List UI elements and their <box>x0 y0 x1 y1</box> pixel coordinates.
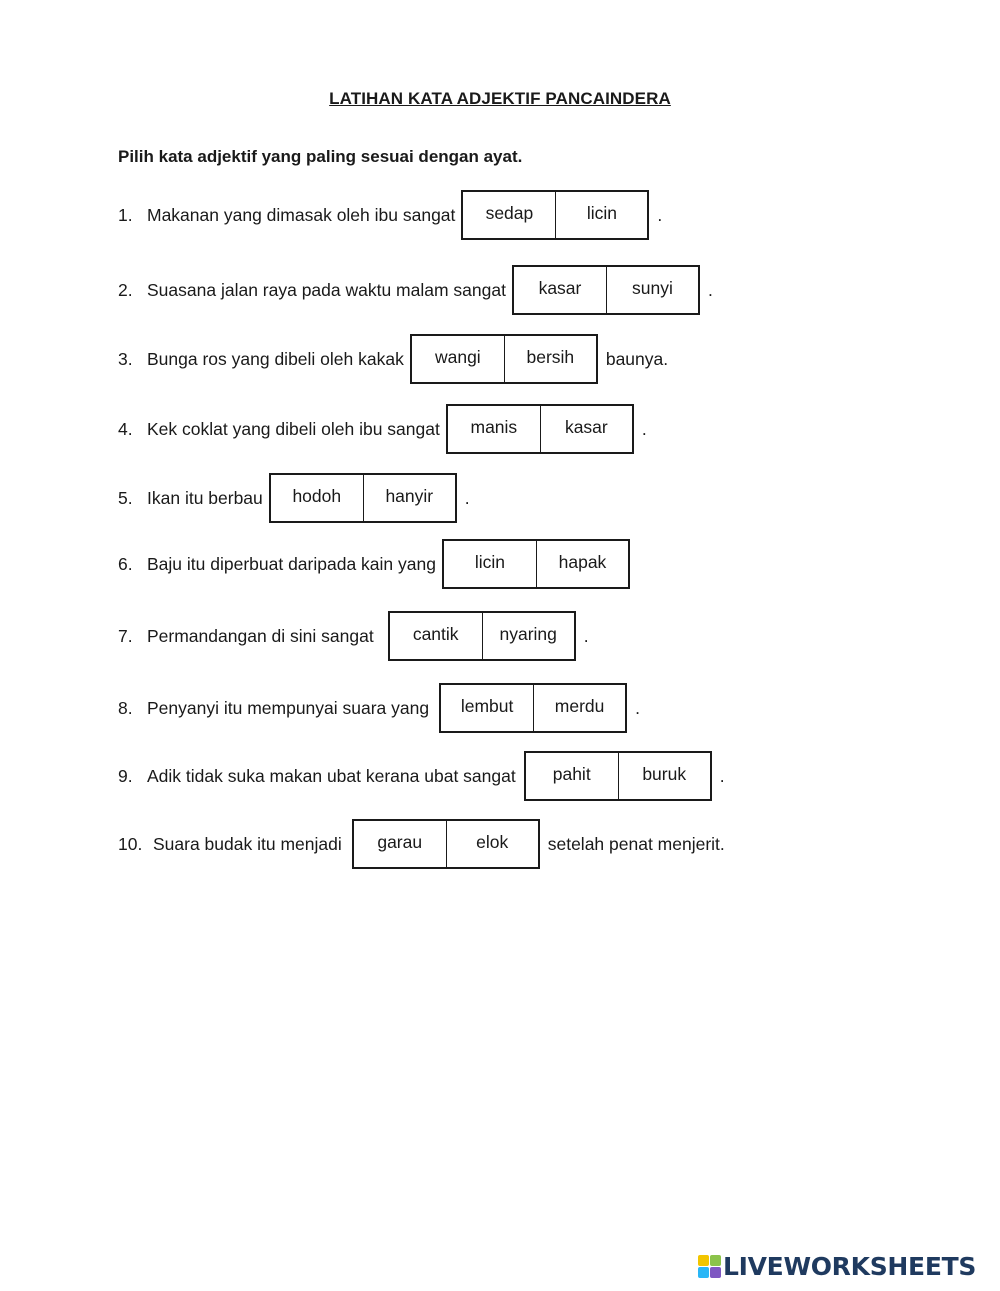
question-text: Makanan yang dimasak oleh ibu sangat <box>147 204 456 225</box>
answer-choice-box <box>442 539 630 589</box>
worksheet-title: LATIHAN KATA ADJEKTIF PANCAINDERA <box>329 89 671 108</box>
answer-choice-box <box>461 190 649 240</box>
answer-option[interactable]: bersih <box>504 336 596 382</box>
answer-option[interactable]: hapak <box>536 541 628 587</box>
answer-option[interactable]: lembut <box>460 695 514 716</box>
question-text: Ikan itu berbau <box>147 487 263 508</box>
answer-option[interactable]: merdu <box>533 685 625 731</box>
question-suffix: . <box>707 279 713 300</box>
question-2 <box>118 263 713 317</box>
question-number: 10. <box>118 833 143 854</box>
answer-option[interactable]: hanyir <box>363 475 455 521</box>
logo-square-purple <box>710 1267 721 1278</box>
question-suffix: . <box>635 697 640 718</box>
question-8 <box>118 681 640 735</box>
answer-option[interactable]: pahit <box>552 763 591 784</box>
answer-option[interactable]: kasar <box>538 277 582 298</box>
question-text: Kek coklat yang dibeli oleh ibu sangat <box>147 418 440 439</box>
question-9 <box>118 749 725 803</box>
answer-option[interactable]: sunyi <box>606 267 698 313</box>
worksheet-instruction: Pilih kata adjektif yang paling sesuai dengan ayat. <box>118 147 523 166</box>
question-number: 4. <box>118 418 133 439</box>
answer-choice-box <box>269 473 457 523</box>
answer-choice-box <box>388 611 576 661</box>
question-number: 2. <box>118 279 133 300</box>
question-6 <box>118 537 638 591</box>
logo-square-green <box>710 1255 721 1266</box>
answer-option[interactable]: garau <box>377 831 423 852</box>
question-number: 1. <box>118 204 133 225</box>
answer-choice-box <box>410 334 598 384</box>
answer-choice-box <box>524 751 712 801</box>
answer-option[interactable]: elok <box>446 821 538 867</box>
question-number: 8. <box>118 697 133 718</box>
logo-square-yellow <box>698 1255 709 1266</box>
answer-option[interactable]: licin <box>474 551 506 572</box>
answer-option[interactable]: nyaring <box>482 613 574 659</box>
question-number: 3. <box>118 348 133 369</box>
question-suffix: . <box>657 204 663 225</box>
question-1 <box>118 188 662 242</box>
liveworksheets-logo-icon <box>698 1255 721 1278</box>
question-5 <box>118 471 470 525</box>
question-text: Suasana jalan raya pada waktu malam sangat <box>147 279 506 300</box>
liveworksheets-brand <box>698 1252 976 1281</box>
question-suffix: . <box>719 765 725 786</box>
answer-option[interactable]: buruk <box>618 753 710 799</box>
question-suffix: baunya. <box>605 348 669 369</box>
question-suffix: . <box>641 418 647 439</box>
brand-name: LIVEWORKSHEETS <box>723 1252 977 1281</box>
question-suffix: setelah penat menjerit. <box>547 833 725 854</box>
answer-option[interactable]: hodoh <box>292 485 342 506</box>
answer-choice-box <box>512 265 700 315</box>
answer-option[interactable]: wangi <box>434 346 481 367</box>
answer-choice-box <box>439 683 627 733</box>
logo-square-blue <box>698 1267 709 1278</box>
answer-option[interactable]: kasar <box>540 406 632 452</box>
question-number: 6. <box>118 553 133 574</box>
question-text: Adik tidak suka makan ubat kerana ubat sangat <box>147 765 516 786</box>
question-text: Bunga ros yang dibeli oleh kakak <box>147 348 404 369</box>
question-4 <box>118 402 647 456</box>
question-3 <box>118 332 668 386</box>
answer-option[interactable]: manis <box>470 416 518 437</box>
question-suffix: . <box>583 625 589 646</box>
question-text: Baju itu diperbuat daripada kain yang <box>147 553 436 574</box>
question-suffix: . <box>464 487 470 508</box>
question-text: Suara budak itu menjadi <box>153 833 342 854</box>
question-number: 5. <box>118 487 133 508</box>
question-number: 9. <box>118 765 133 786</box>
answer-choice-box <box>446 404 634 454</box>
question-number: 7. <box>118 625 133 646</box>
question-text: Penyanyi itu mempunyai suara yang <box>147 697 430 718</box>
question-text: Permandangan di sini sangat <box>147 625 374 646</box>
answer-option[interactable]: cantik <box>412 623 459 644</box>
answer-option[interactable]: sedap <box>485 202 534 223</box>
question-7 <box>118 609 589 663</box>
answer-option[interactable]: licin <box>555 192 647 238</box>
question-10 <box>118 817 725 871</box>
answer-choice-box <box>352 819 540 869</box>
